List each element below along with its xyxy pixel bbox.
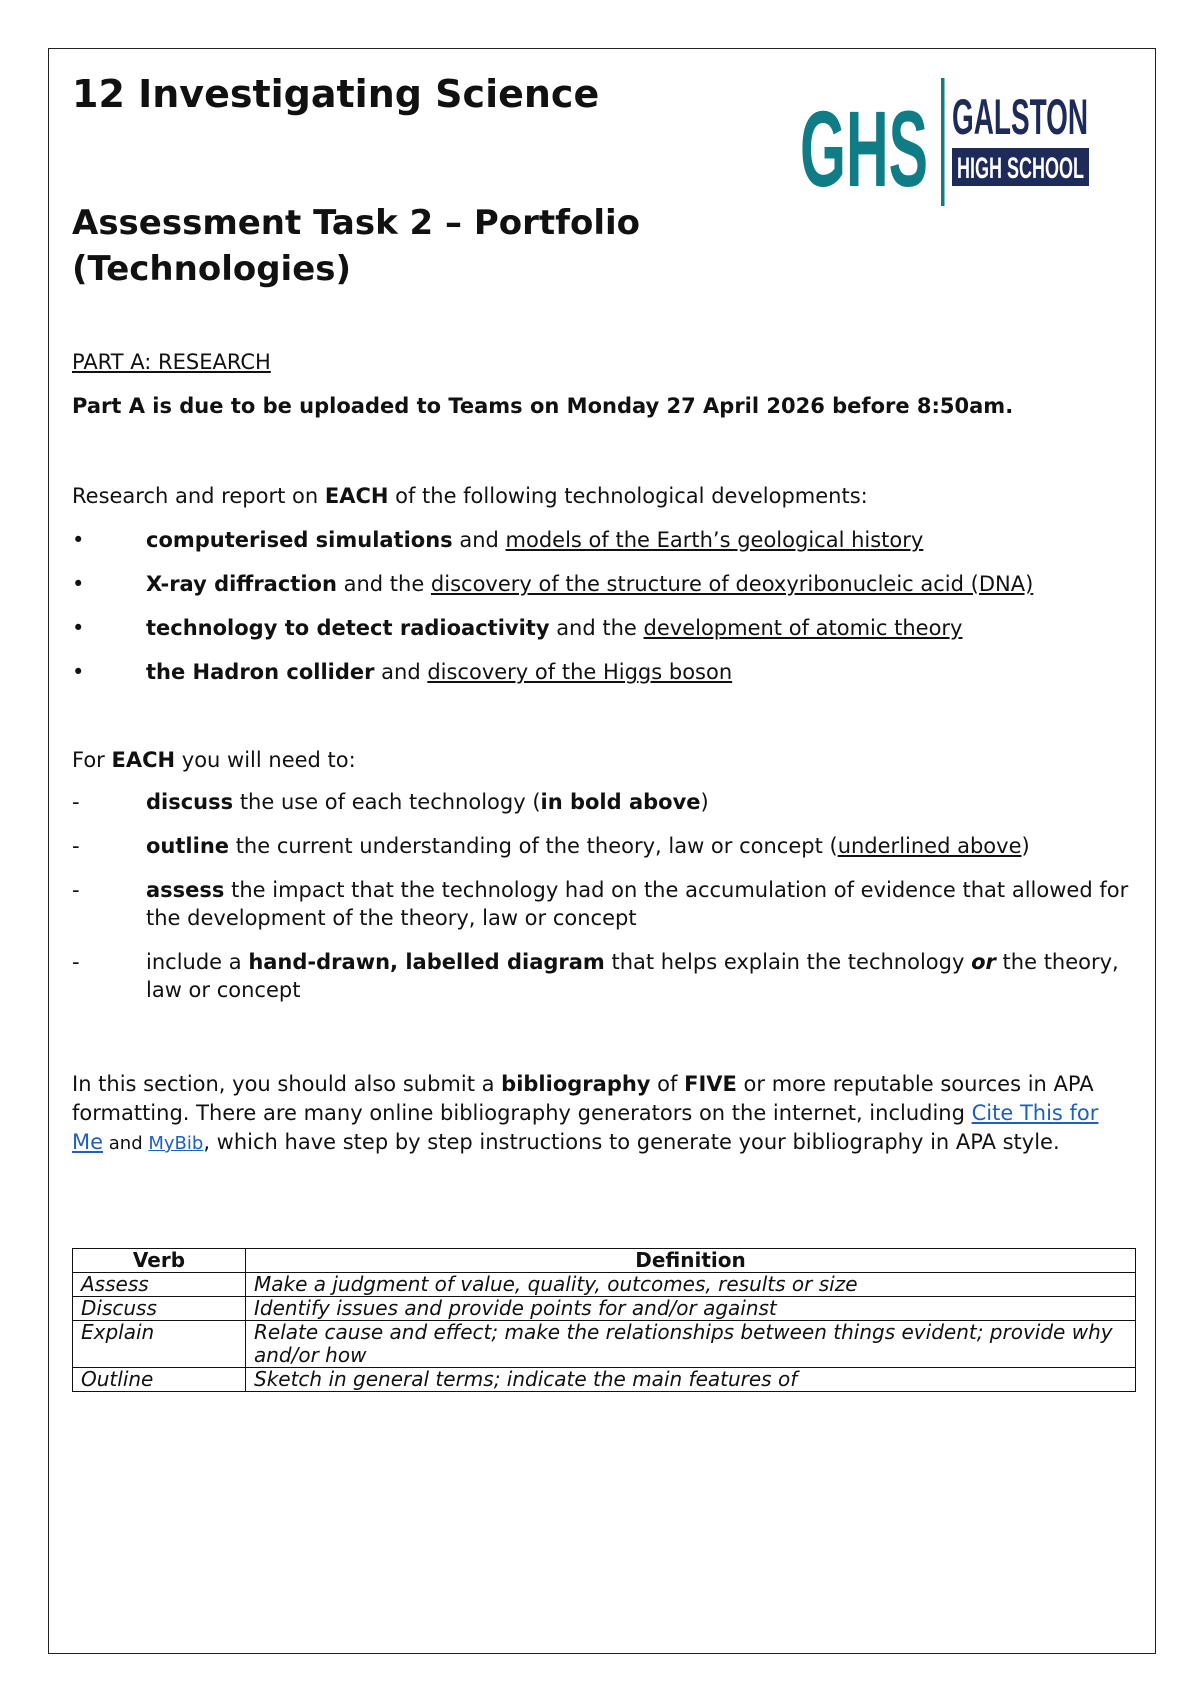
biblio-text: In this section, you should also submit a [72,1072,502,1096]
task-verb: hand-drawn, labelled diagram [248,950,605,974]
definition-cell: Sketch in general terms; indicate the main features of [246,1368,1136,1392]
list-item [72,610,1136,654]
connector-text: and the [336,572,431,596]
list-item [72,788,1136,816]
table-row [73,1273,1136,1297]
concept-name: development of atomic theory [643,616,963,640]
logo-name-line2: HIGH SCHOOL [957,152,1084,185]
definition-cell: Make a judgment of value, quality, outcomes, results or size [246,1273,1136,1297]
part-a-heading: PART A: RESEARCH [72,350,271,374]
connector-text: and the [549,616,644,640]
dash-icon: - [72,950,80,974]
requirements-intro [72,748,356,772]
list-item [72,876,1136,932]
column-header: Verb [73,1249,246,1273]
intro-emphasis: EACH [324,484,389,508]
dash-icon: - [72,790,80,814]
task-text-end: the theory, law or concept [146,950,1119,1002]
concept-name: discovery of the structure of deoxyribonucleic acid (DNA) [430,572,1034,596]
definition-cell: Identify issues and provide points for and/or against [246,1297,1136,1321]
biblio-text: or more reputable sources in APA formatting. There are many online bibliography generators on the internet, including [72,1072,1094,1125]
concept-name: models of the Earth’s geological history [505,528,924,552]
task-emphasis: underlined above [837,834,1022,858]
biblio-emphasis: bibliography [501,1072,651,1096]
task-verb: discuss [146,790,234,814]
bullet-icon: • [72,528,85,552]
verb-cell: Outline [73,1368,246,1392]
developments-list [72,522,1136,698]
task-text: the impact that the technology had on the accumulation of evidence that allowed for the development of the theory, law or concept [146,878,1129,930]
table-row [73,1297,1136,1321]
dash-icon: - [72,834,80,858]
technology-name: X-ray diffraction [146,572,337,596]
cite-this-for-me-link[interactable]: Cite This for Me [72,1101,1099,1154]
technology-name: the Hadron collider [146,660,375,684]
intro-text: For [72,748,112,772]
table-row [73,1321,1136,1368]
task-emphasis: or [971,950,996,974]
task-close: ) [1021,834,1030,858]
research-intro [72,484,868,508]
logo-divider [941,78,945,206]
intro-text: Research and report on [72,484,325,508]
logo-name-line1: GALSTON [952,89,1088,145]
bullet-icon: • [72,572,85,596]
biblio-text: of [650,1072,685,1096]
task-pre: include a [146,950,249,974]
course-title: 12 Investigating Science [72,72,600,116]
verb-cell: Discuss [73,1297,246,1321]
mybib-link[interactable]: MyBib [148,1133,204,1154]
technology-name: technology to detect radioactivity [146,616,550,640]
definition-cell: Relate cause and effect; make the relationships between things evident; provide why and/or how [246,1321,1136,1368]
dash-icon: - [72,878,80,902]
list-item [72,948,1136,1004]
due-date-notice: Part A is due to be uploaded to Teams on Monday 27 April 2026 before 8:50am. [72,394,1014,418]
biblio-emphasis: FIVE [684,1072,737,1096]
bullet-icon: • [72,616,85,640]
logo-initials: GHS [800,88,928,206]
bullet-icon: • [72,660,85,684]
connector-text: and [452,528,506,552]
table-row [73,1368,1136,1392]
connector-text: and [374,660,428,684]
list-item [72,566,1136,610]
column-header: Definition [246,1249,1136,1273]
list-item [72,522,1136,566]
task-text: the use of each technology ( [233,790,541,814]
intro-text-end: you will need to: [175,748,356,772]
school-logo [800,78,1090,206]
task-close: ) [700,790,709,814]
verbs-table [72,1248,1136,1392]
verb-cell: Explain [73,1321,246,1368]
technology-name: computerised simulations [146,528,453,552]
intro-emphasis: EACH [111,748,176,772]
task-verb: assess [146,878,225,902]
task-text: that helps explain the technology [604,950,972,974]
list-item [72,654,1136,698]
task-verb: outline [146,834,230,858]
table-header-row [73,1249,1136,1273]
requirements-list [72,788,1136,1020]
biblio-text: and [103,1133,149,1154]
task-title: Assessment Task 2 – Portfolio (Technologies) [72,203,640,289]
intro-text-end: of the following technological developments: [388,484,868,508]
bibliography-paragraph [72,1070,1136,1158]
biblio-text-end: , which have step by step instructions to generate your bibliography in APA style. [203,1130,1060,1154]
verb-cell: Assess [73,1273,246,1297]
task-text: the current understanding of the theory, law or concept ( [229,834,838,858]
task-emphasis: in bold above [540,790,701,814]
concept-name: discovery of the Higgs boson [427,660,733,684]
list-item [72,832,1136,860]
